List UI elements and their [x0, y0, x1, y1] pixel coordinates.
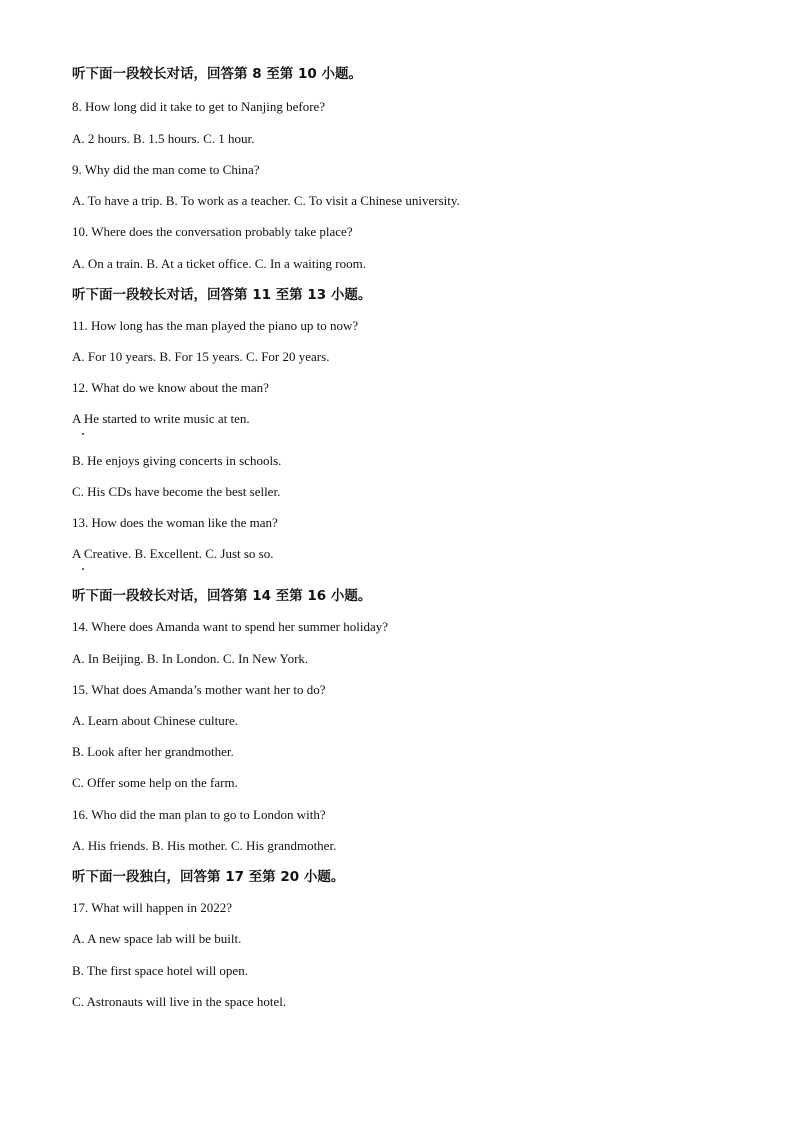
question-13-options: A Creative. B. Excellent. C. Just so so. [72, 546, 274, 561]
question-15-option-c: C. Offer some help on the farm. [72, 775, 238, 790]
question-15-option-b: B. Look after her grandmother. [72, 744, 234, 759]
question-15-option-a: A. Learn about Chinese culture. [72, 713, 239, 728]
question-12: 12. What do we know about the man? [72, 380, 269, 395]
question-13: 13. How does the woman like the man? [72, 515, 278, 530]
question-9-options: A. To have a trip. B. To work as a teacher. C. To visit a Chinese university. [72, 193, 460, 208]
question-12-option-a: A He started to write music at ten. [72, 411, 250, 426]
stray-dot-mark [82, 433, 84, 435]
question-12-option-c: C. His CDs have become the best seller. [72, 484, 281, 499]
question-17-option-c: C. Astronauts will live in the space hotel. [72, 994, 287, 1009]
section-heading-17-20: 听下面一段独白，回答第 17 至第 20 小题。 [72, 869, 345, 885]
stray-dot-mark [82, 568, 84, 570]
question-11-options: A. For 10 years. B. For 15 years. C. For 20 years. [72, 349, 330, 364]
question-8: 8. How long did it take to get to Nanjing before? [72, 99, 326, 114]
section-heading-14-16: 听下面一段较长对话，回答第 14 至第 16 小题。 [72, 588, 372, 604]
question-17-option-b: B. The first space hotel will open. [72, 963, 248, 978]
section-heading-11-13: 听下面一段较长对话，回答第 11 至第 13 小题。 [72, 287, 372, 303]
question-10-options: A. On a train. B. At a ticket office. C. In a waiting room. [72, 256, 366, 271]
question-9: 9. Why did the man come to China? [72, 162, 260, 177]
question-10: 10. Where does the conversation probably take place? [72, 224, 353, 239]
question-17: 17. What will happen in 2022? [72, 900, 233, 915]
question-14-options: A. In Beijing. B. In London. C. In New York. [72, 651, 309, 666]
section-heading-8-10: 听下面一段较长对话，回答第 8 至第 10 小题。 [72, 66, 362, 82]
question-16: 16. Who did the man plan to go to London with? [72, 807, 326, 822]
question-14: 14. Where does Amanda want to spend her summer holiday? [72, 619, 389, 634]
question-11: 11. How long has the man played the piano up to now? [72, 318, 359, 333]
question-16-options: A. His friends. B. His mother. C. His grandmother. [72, 838, 337, 853]
question-12-option-b: B. He enjoys giving concerts in schools. [72, 453, 282, 468]
question-8-options: A. 2 hours. B. 1.5 hours. C. 1 hour. [72, 131, 255, 146]
question-15: 15. What does Amanda’s mother want her to do? [72, 682, 326, 697]
question-17-option-a: A. A new space lab will be built. [72, 931, 242, 946]
